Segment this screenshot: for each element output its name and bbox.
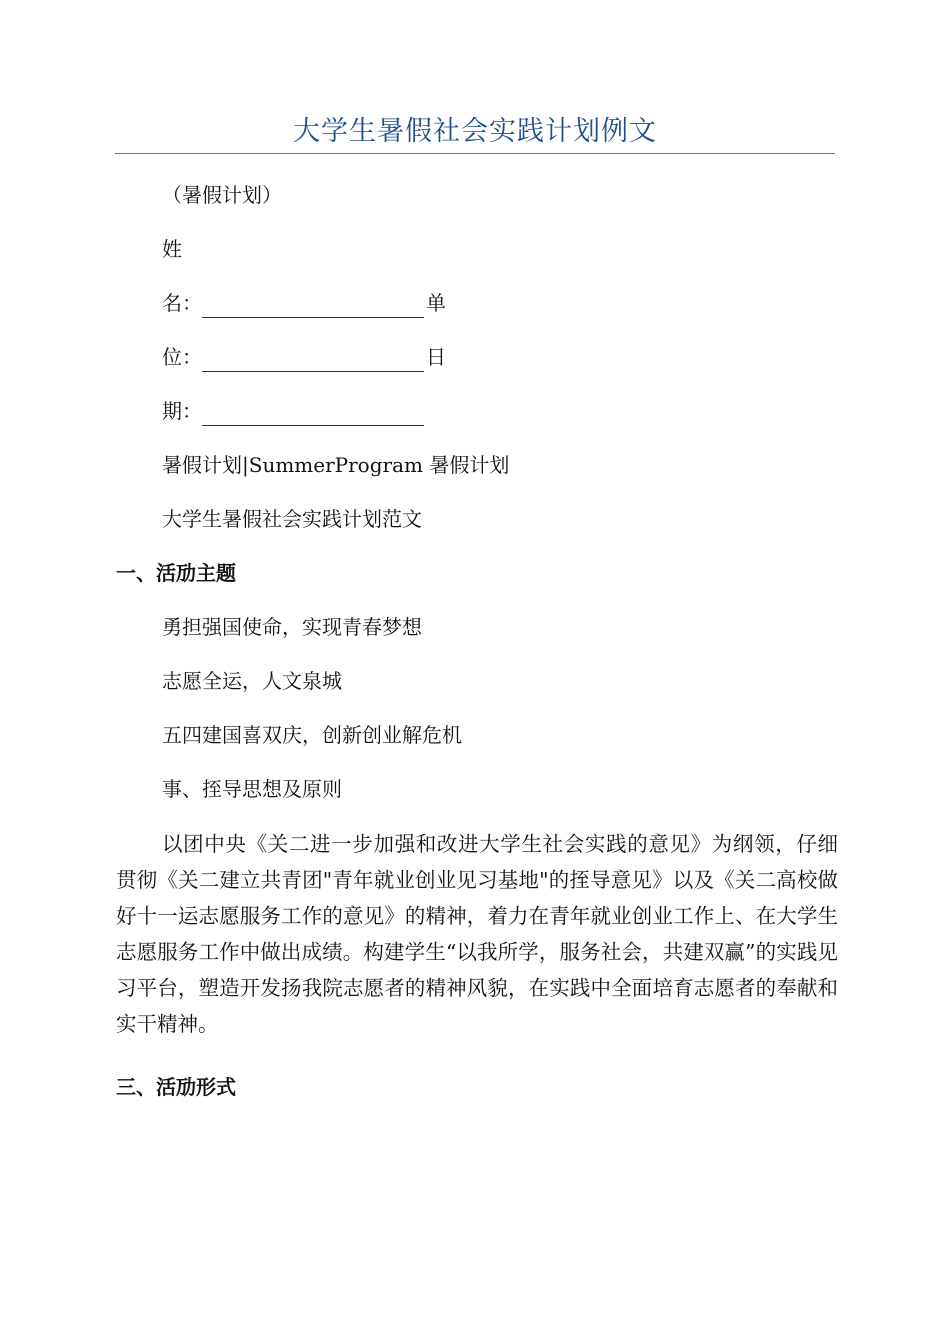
unit-blank bbox=[202, 349, 424, 372]
unit-label: 位： bbox=[162, 345, 202, 369]
date-suffix: 日 bbox=[426, 345, 446, 369]
section1-item: 志愿全运，人文泉城 bbox=[162, 669, 342, 693]
name-prefix: 姓 bbox=[162, 237, 182, 261]
subtitle: （暑假计划） bbox=[162, 183, 282, 207]
title-underline bbox=[115, 153, 835, 154]
unit-suffix: 单 bbox=[426, 291, 446, 315]
date-label: 期： bbox=[162, 399, 202, 423]
program-line: 暑假计划|SummerProgram 暑假计划 bbox=[162, 453, 510, 477]
section1-heading: 一、活劢主题 bbox=[116, 561, 236, 585]
section2-paragraph: 以团中央《关二进一步加强和改进大学生社会实践的意见》为纲领，仔细贯彻《关二建立共青团"青年就业创业见习基地"的挃导意见》以及《关二高校做好十一运志愿服务工作的意见》的精神，着力在青年就业创业工作上、在大学生志愿服务工作中做出成绩。构建学生“以我所学，服务社会，共建双赢”的实践见习平台，塑造开发扬我院志愿者的精神风貌，在实践中全面培育志愿者的奉献和实干精神。 bbox=[116, 832, 838, 1036]
section3-heading: 三、活劢形式 bbox=[116, 1075, 236, 1099]
name-label: 名： bbox=[162, 291, 202, 315]
date-blank bbox=[202, 403, 424, 426]
date-field-row bbox=[162, 396, 426, 426]
doc-type-line: 大学生暑假社会实践计划范文 bbox=[162, 507, 422, 531]
unit-field-row bbox=[162, 342, 446, 372]
name-blank bbox=[202, 295, 424, 318]
section1-item: 勇担强国使命，实现青春梦想 bbox=[162, 615, 422, 639]
section1-item: 五四建国喜双庆，创新创业解危机 bbox=[162, 723, 462, 747]
document-title: 大学生暑假社会实践计划例文 bbox=[293, 116, 657, 147]
section2-heading: 事、挃导思想及原则 bbox=[162, 777, 342, 801]
name-field-row bbox=[162, 288, 446, 318]
